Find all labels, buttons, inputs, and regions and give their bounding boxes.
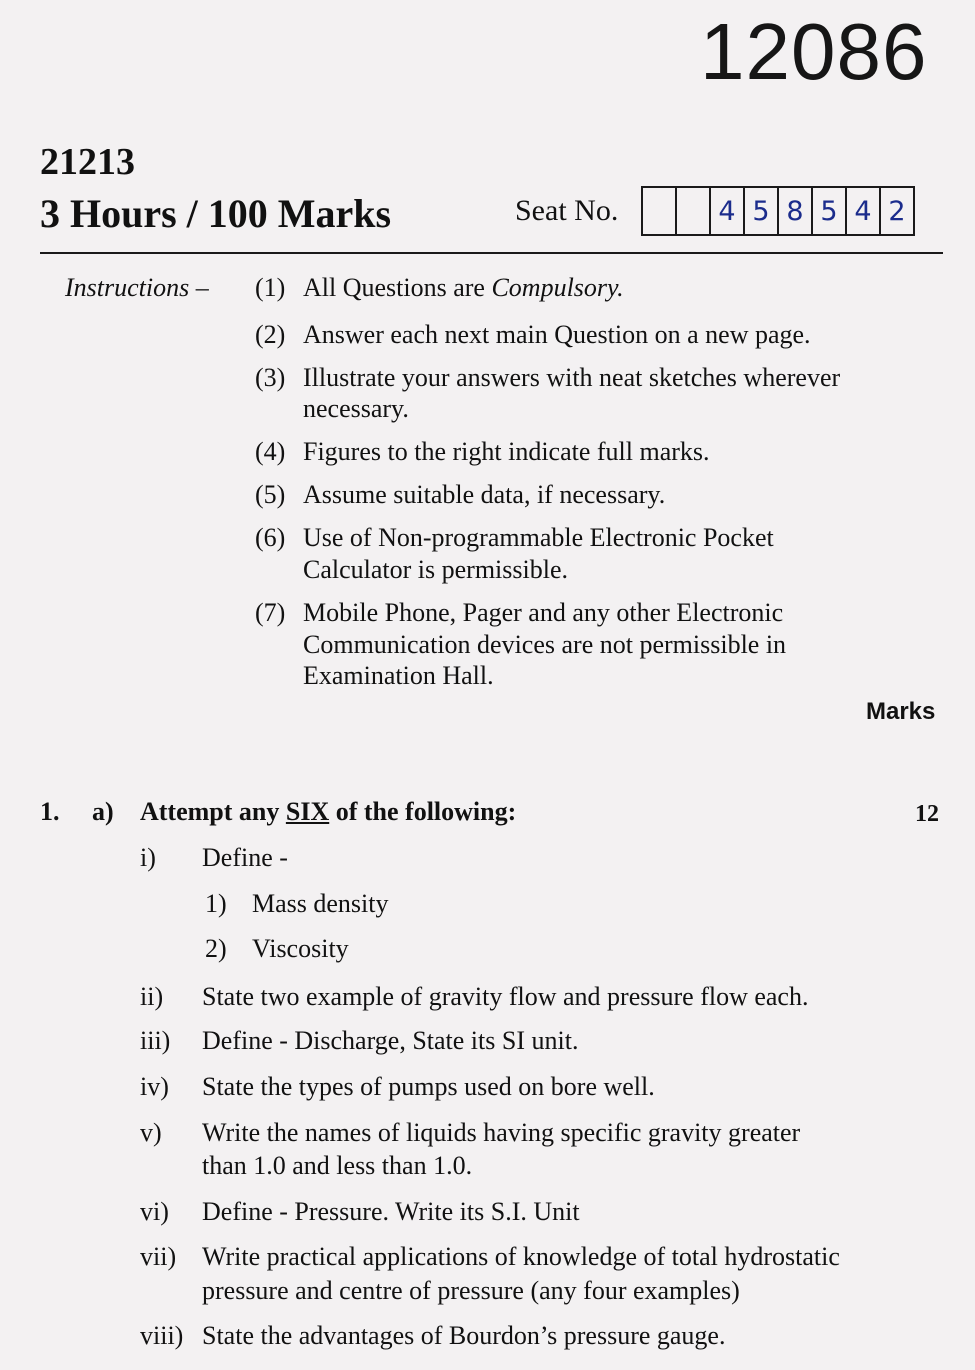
marks-column-heading: Marks xyxy=(866,698,936,725)
subquestion-text: Define - Discharge, State its SI unit. xyxy=(202,1026,579,1055)
sub-item-number: 2) xyxy=(205,934,227,963)
question-heading-count: SIX xyxy=(285,797,330,826)
instruction-item xyxy=(255,320,811,350)
question-heading-prefix: Attempt any xyxy=(140,797,286,826)
instruction-number: (3) xyxy=(255,363,286,392)
instruction-text: Figures to the right indicate full marks. xyxy=(303,437,710,466)
subquestion-text: Write practical applications of knowledge of total hydrostatic xyxy=(202,1242,840,1271)
instruction-number: (7) xyxy=(255,598,286,627)
instruction-item xyxy=(255,273,624,303)
sub-item-text: Mass density xyxy=(252,889,389,918)
seat-digit-box: 5 xyxy=(743,186,779,236)
subquestion-text: Write the names of liquids having specific gravity greater xyxy=(202,1118,801,1147)
instruction-number: (6) xyxy=(255,523,286,552)
instruction-item xyxy=(255,598,783,628)
instruction-item xyxy=(255,480,665,510)
instruction-item xyxy=(255,523,774,553)
sub-item-number: 1) xyxy=(205,889,227,918)
instruction-text-continued: Communication devices are not permissible in xyxy=(303,630,787,659)
subquestion-text-continued: pressure and centre of pressure (any four examples) xyxy=(202,1276,740,1305)
instruction-text-continued: Examination Hall. xyxy=(303,661,494,690)
seat-digit-box: 2 xyxy=(879,186,915,236)
instructions-label: Instructions – xyxy=(65,273,209,302)
instruction-item xyxy=(255,437,710,467)
instruction-number: (1) xyxy=(255,273,286,302)
instruction-number: (4) xyxy=(255,437,286,466)
instruction-text-continued: Calculator is permissible. xyxy=(303,555,569,584)
question-marks: 12 xyxy=(915,801,939,827)
seat-digit-box: 5 xyxy=(811,186,847,236)
question-part-label: a) xyxy=(92,797,114,826)
question-heading-suffix: of the following: xyxy=(329,797,517,826)
subquestion-number: viii) xyxy=(140,1321,184,1350)
handwritten-code: 12086 xyxy=(700,7,928,96)
subquestion-number: vi) xyxy=(140,1197,169,1226)
instruction-text: Illustrate your answers with neat sketches wherever xyxy=(303,363,841,392)
subquestion-text: Define - Pressure. Write its S.I. Unit xyxy=(202,1197,580,1226)
subquestion-text-continued: than 1.0 and less than 1.0. xyxy=(202,1151,473,1180)
subquestion-number: iii) xyxy=(140,1026,171,1055)
instruction-text: All Questions are xyxy=(303,273,492,302)
subquestion-number: ii) xyxy=(140,982,164,1011)
subquestion-number: i) xyxy=(140,843,156,872)
instruction-number: (5) xyxy=(255,480,286,509)
subquestion-text: Define - xyxy=(202,843,288,872)
question-number: 1. xyxy=(40,797,60,826)
subquestion-text: State two example of gravity flow and pressure flow each. xyxy=(202,982,809,1011)
instruction-emphasis: Compulsory. xyxy=(491,273,624,302)
seat-digit-box: 4 xyxy=(845,186,881,236)
seat-digit-box: 4 xyxy=(709,186,745,236)
duration-marks: 3 Hours / 100 Marks xyxy=(40,191,392,236)
subquestion-text: State the advantages of Bourdon’s pressure gauge. xyxy=(202,1321,726,1350)
sub-item-text: Viscosity xyxy=(252,934,349,963)
instruction-text: Answer each next main Question on a new page. xyxy=(303,320,811,349)
seat-digit-box xyxy=(641,186,677,236)
subquestion-number: v) xyxy=(140,1118,162,1147)
header-divider xyxy=(40,252,943,254)
seat-digit-box xyxy=(675,186,711,236)
seat-number-label: Seat No. xyxy=(515,194,619,227)
question-heading xyxy=(140,797,516,827)
instruction-text: Assume suitable data, if necessary. xyxy=(303,480,666,509)
question-paper-code: 21213 xyxy=(40,141,135,183)
instruction-text: Mobile Phone, Pager and any other Electronic xyxy=(303,598,784,627)
instruction-number: (2) xyxy=(255,320,286,349)
subquestion-text: State the types of pumps used on bore well. xyxy=(202,1072,655,1101)
subquestion-number: iv) xyxy=(140,1072,169,1101)
instruction-text: Use of Non-programmable Electronic Pocket xyxy=(303,523,774,552)
seat-digit-box: 8 xyxy=(777,186,813,236)
seat-number-boxes xyxy=(643,186,915,236)
instruction-item xyxy=(255,363,840,393)
subquestion-number: vii) xyxy=(140,1242,177,1271)
instruction-text-continued: necessary. xyxy=(303,394,409,423)
